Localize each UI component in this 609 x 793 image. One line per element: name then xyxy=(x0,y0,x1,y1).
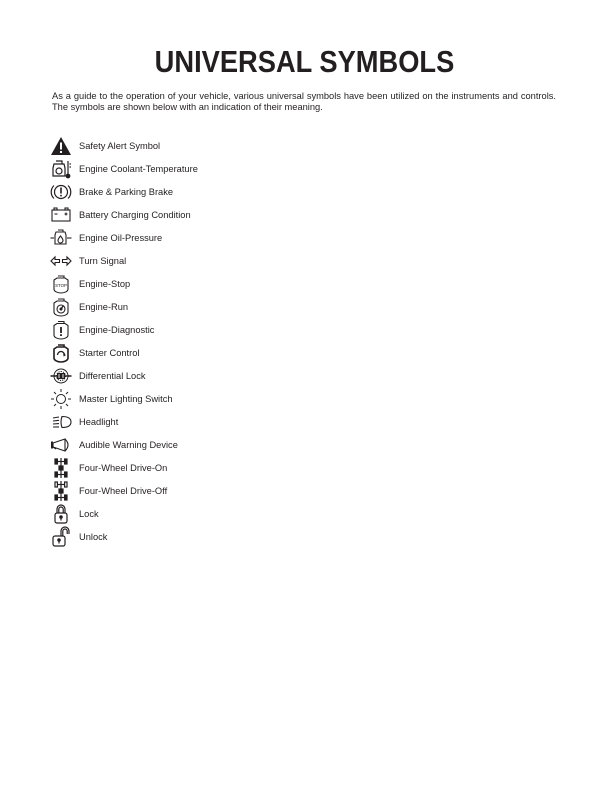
symbol-row-headlight xyxy=(50,410,450,433)
symbol-label: Four-Wheel Drive-On xyxy=(79,462,168,473)
symbol-row-engine-run xyxy=(50,295,450,318)
symbol-row-engine-stop xyxy=(50,272,450,295)
symbol-row-engine-oil-pressure xyxy=(50,226,450,249)
symbol-label: Turn Signal xyxy=(79,255,127,266)
symbol-label: Engine-Run xyxy=(79,301,129,312)
symbol-label: Headlight xyxy=(79,416,119,427)
symbol-label: Audible Warning Device xyxy=(79,439,178,450)
symbol-label: Master Lighting Switch xyxy=(79,393,173,404)
symbol-row-unlock xyxy=(50,525,450,548)
lock-icon xyxy=(50,503,72,525)
symbol-label: Brake & Parking Brake xyxy=(79,186,174,197)
symbol-row-four-wheel-drive-off xyxy=(50,479,450,502)
unlock-icon xyxy=(50,526,72,548)
master-lighting-switch-icon xyxy=(50,388,72,410)
four-wheel-drive-off-icon xyxy=(50,480,72,502)
engine-stop-icon-text: STOP xyxy=(55,282,67,288)
symbol-label: Differential Lock xyxy=(79,370,146,381)
symbol-row-turn-signal xyxy=(50,249,450,272)
symbol-row-lock xyxy=(50,502,450,525)
symbol-label: Unlock xyxy=(79,531,108,542)
audible-warning-device-icon xyxy=(50,434,72,456)
symbol-label: Safety Alert Symbol xyxy=(79,140,161,151)
symbol-row-audible-warning-device xyxy=(50,433,450,456)
headlight-icon xyxy=(50,411,72,433)
symbol-label: Starter Control xyxy=(79,347,140,358)
engine-coolant-temperature-icon xyxy=(50,158,72,180)
turn-signal-icon xyxy=(50,250,72,272)
symbol-row-battery-charging xyxy=(50,203,450,226)
symbol-row-master-lighting-switch xyxy=(50,387,450,410)
symbol-label: Engine-Diagnostic xyxy=(79,324,155,335)
symbol-label: Engine-Stop xyxy=(79,278,131,289)
starter-control-icon xyxy=(50,342,72,364)
battery-charging-icon xyxy=(50,204,72,226)
page-title: UNIVERSAL SYMBOLS xyxy=(154,44,455,79)
symbol-row-starter-control xyxy=(50,341,450,364)
symbol-label: Lock xyxy=(79,508,99,519)
symbol-label: Engine Coolant-Temperature xyxy=(79,163,198,174)
symbol-row-four-wheel-drive-on xyxy=(50,456,450,479)
engine-oil-pressure-icon xyxy=(50,227,72,249)
symbol-label: Engine Oil-Pressure xyxy=(79,232,163,243)
symbol-row-safety-alert xyxy=(50,134,450,157)
symbol-list xyxy=(50,134,450,548)
symbol-label: Battery Charging Condition xyxy=(79,209,191,220)
engine-diagnostic-icon xyxy=(50,319,72,341)
symbol-row-brake-parking-brake xyxy=(50,180,450,203)
symbol-label: Four-Wheel Drive-Off xyxy=(79,485,168,496)
engine-run-icon xyxy=(50,296,72,318)
four-wheel-drive-on-icon xyxy=(50,457,72,479)
safety-alert-icon xyxy=(50,135,72,157)
symbol-row-engine-diagnostic xyxy=(50,318,450,341)
brake-parking-brake-icon xyxy=(50,181,72,203)
symbol-row-engine-coolant-temperature xyxy=(50,157,450,180)
symbol-row-differential-lock xyxy=(50,364,450,387)
differential-lock-icon xyxy=(50,365,72,387)
intro-paragraph: As a guide to the operation of your vehicle, various universal symbols have been utilized on the instruments and controls. The symbols are shown below with an indication of their meaning. xyxy=(52,91,556,113)
engine-stop-icon xyxy=(50,273,72,295)
